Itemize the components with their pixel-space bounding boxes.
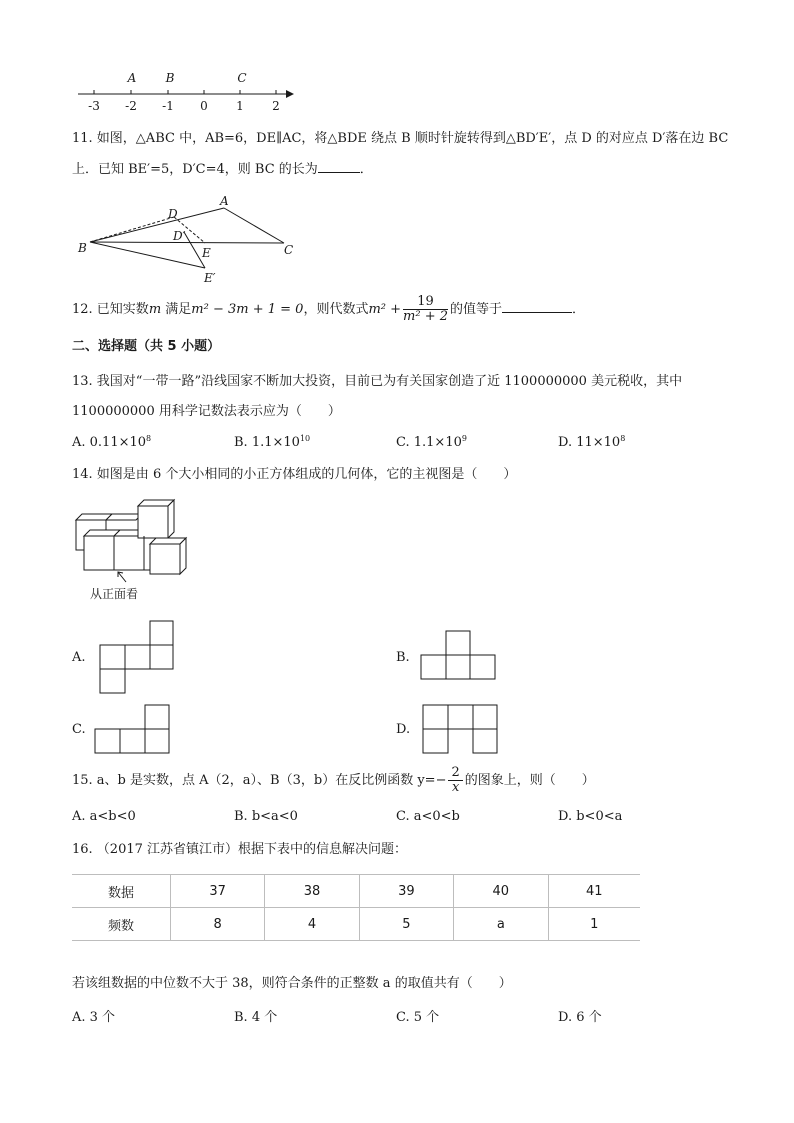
option-text: A. 0.11×10 xyxy=(72,435,147,450)
frequency-table xyxy=(72,874,640,941)
q11-figure xyxy=(74,190,304,286)
table-cell: 8 xyxy=(171,908,265,941)
table-cell: 4 xyxy=(265,908,359,941)
q13-option-d[interactable] xyxy=(558,434,625,450)
q12-prefix: 12. 已知实数 xyxy=(72,302,149,317)
point-label-a: A xyxy=(127,71,137,85)
q12-frac-num: 19 xyxy=(403,295,448,310)
q12-var: m xyxy=(148,302,162,317)
label-c: C xyxy=(284,243,294,257)
option-text: B. 1.1×10 xyxy=(234,435,300,450)
q11-line1: 11. 如图，△ABC 中，AB=6，DE∥AC，将△BDE 绕点 B 顺时针旋转得到△BD′E′，点 D 的对应点 D′落在边 BC xyxy=(72,131,729,146)
q15-option-c[interactable]: C. a<0<b xyxy=(396,809,460,824)
q15-frac-den: x xyxy=(451,780,460,795)
q16-option-b[interactable]: B. 4 个 xyxy=(234,1010,278,1025)
option-text: D. 11×10 xyxy=(558,435,621,450)
point-label-c: C xyxy=(237,71,247,85)
tick-label: 2 xyxy=(272,99,280,113)
table-cell: a xyxy=(454,908,548,941)
table-cell: 38 xyxy=(265,875,359,908)
label-d-prime: D′ xyxy=(173,229,186,243)
q12-frac-den: m² + 2 xyxy=(403,309,449,324)
q16-question: 若该组数据的中位数不大于 38，则符合条件的正整数 a 的取值共有（ ） xyxy=(72,976,512,991)
q12-line xyxy=(72,291,585,329)
label-e-prime: E′ xyxy=(204,271,216,285)
q14-line: 14. 如图是由 6 个大小相同的小正方体组成的几何体，它的主视图是（ ） xyxy=(72,467,517,482)
q14-option-a-label[interactable]: A. xyxy=(72,650,86,665)
option-exp: 8 xyxy=(146,434,152,443)
q14-cube-figure xyxy=(70,496,190,606)
q14-option-b-label[interactable]: B. xyxy=(396,650,410,665)
answer-blank[interactable] xyxy=(502,300,572,313)
q11-line2 xyxy=(72,160,373,179)
option-exp: 10 xyxy=(299,434,311,443)
table-cell: 40 xyxy=(454,875,548,908)
number-line xyxy=(72,66,302,114)
table-row xyxy=(72,875,640,908)
q12-expr-lead: m² + xyxy=(368,302,402,317)
section-heading: 二、选择题（共 5 小题） xyxy=(72,339,221,354)
q15-prefix: 15. a、b 是实数，点 A（2，a）、B（3，b）在反比例函数 y=− xyxy=(72,773,447,788)
tick-label: 1 xyxy=(236,99,244,113)
table-cell: 数据 xyxy=(72,875,171,908)
table-cell: 39 xyxy=(359,875,453,908)
q13-option-c[interactable] xyxy=(396,434,467,450)
q14-option-c-view[interactable] xyxy=(92,704,172,756)
table-row xyxy=(72,908,640,941)
table-cell: 41 xyxy=(548,875,640,908)
q13-line1: 13. 我国对“一带一路”沿线国家不断加大投资，目前已为有关国家创造了近 1100000000 美元税收，其中 xyxy=(72,374,683,389)
q15-fraction xyxy=(448,766,462,795)
q14-option-a-view[interactable] xyxy=(96,620,176,694)
tick-label: -3 xyxy=(88,99,100,113)
point-label-b: B xyxy=(165,71,175,85)
q15-option-d[interactable]: D. b<0<a xyxy=(558,809,623,824)
q12-fraction xyxy=(403,295,448,324)
q16-option-d[interactable]: D. 6 个 xyxy=(558,1010,602,1025)
q12-mid2: ，则代数式 xyxy=(303,302,369,317)
q12-mid: 满足 xyxy=(165,302,192,317)
q14-option-d-view[interactable] xyxy=(420,704,500,756)
option-exp: 8 xyxy=(620,434,626,443)
label-e: E xyxy=(202,246,211,260)
tick-label: -1 xyxy=(162,99,174,113)
q11-line2-end: ． xyxy=(359,162,373,177)
q12-suffix: 的值等于 xyxy=(450,302,503,317)
q12-equation: m² − 3m + 1 = 0 xyxy=(191,302,304,317)
option-exp: 9 xyxy=(461,434,467,443)
q15-frac-num: 2 xyxy=(448,766,462,781)
table-cell: 1 xyxy=(548,908,640,941)
view-caption: 从正面看 xyxy=(89,587,139,601)
label-b: B xyxy=(78,241,87,255)
q16-line: 16. （2017 江苏省镇江市）根据下表中的信息解决问题： xyxy=(72,842,408,857)
q13-option-b[interactable] xyxy=(234,434,310,450)
q15-line xyxy=(72,762,595,800)
q14-option-d-label[interactable]: D. xyxy=(396,722,411,737)
option-text: C. 1.1×10 xyxy=(396,435,462,450)
table-cell: 频数 xyxy=(72,908,171,941)
label-d: D xyxy=(168,207,178,221)
q15-suffix: 的图象上，则（ ） xyxy=(464,773,595,788)
q13-option-a[interactable] xyxy=(72,434,151,450)
tick-label: -2 xyxy=(125,99,137,113)
q14-option-c-label[interactable]: C. xyxy=(72,722,86,737)
label-a: A xyxy=(220,194,229,208)
table-cell: 37 xyxy=(171,875,265,908)
answer-blank[interactable] xyxy=(318,160,360,173)
q14-option-b-view[interactable] xyxy=(420,630,498,682)
q15-option-a[interactable]: A. a<b<0 xyxy=(72,809,136,824)
q16-option-a[interactable]: A. 3 个 xyxy=(72,1010,116,1025)
q13-line2: 1100000000 用科学记数法表示应为（ ） xyxy=(72,404,341,419)
table-cell: 5 xyxy=(359,908,453,941)
q11-line2-text: 上．已知 BE′=5，D′C=4，则 BC 的长为 xyxy=(72,162,318,177)
q15-option-b[interactable]: B. b<a<0 xyxy=(234,809,298,824)
q12-end: ． xyxy=(572,302,586,317)
q16-option-c[interactable]: C. 5 个 xyxy=(396,1010,440,1025)
tick-label: 0 xyxy=(200,99,208,113)
